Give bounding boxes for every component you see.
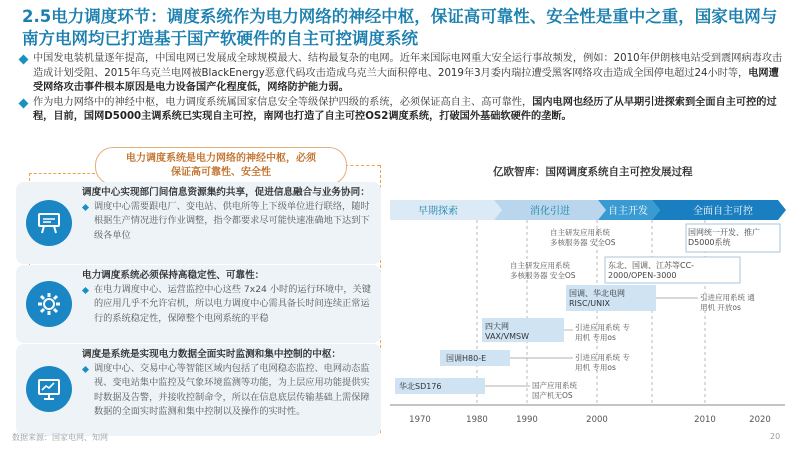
text-line: 引进应用系统 通 [700, 293, 755, 302]
bullet-item [20, 96, 785, 125]
text-line: 多核服务器 安全OS [550, 238, 616, 247]
phase-label: 自主开发 [608, 206, 648, 217]
bullet-text: 中国发电装机量逐年提高，中国电网已发展成全球规模最大、结构最复杂的电网。近年来国际电网重大安全运行事故频发，例如：2010年伊朗核电站受到震网病毒攻击造成计划受阻、2015年乌克兰电网被BlackEnergy恶意代码攻击造成乌克兰大面积停电、2019年3月委内瑞拉遭受黑客网络攻击造成全国停电超过24小时等， [33, 53, 783, 79]
bullet-text: 作为电力网络中的神经中枢，电力调度系统属国家信息安全等级保护四级的系统，必须保证高自主、高可靠性， [33, 96, 533, 108]
text-line: 用机 专用os [575, 363, 616, 372]
footer-source: 数据来源：国家电网、知网 [12, 433, 108, 442]
phase-label: 消化引进 [530, 206, 570, 217]
summary-box [95, 147, 347, 185]
bullet-list [20, 52, 785, 125]
text-line: 引进应用系统 专 [575, 353, 630, 362]
text-line: 自主研发应用系统 [550, 228, 610, 237]
text-line: 引进应用系统 专 [575, 323, 630, 332]
text-line: 2000/OPEN-3000 [608, 271, 677, 280]
diamond-bullet-icon [82, 287, 89, 294]
diamond-bullet-icon [82, 366, 89, 373]
text-line: 国产应用系统 [532, 381, 577, 390]
text-line: 国调、华北电网 [569, 289, 625, 298]
x-tick-label: 2010 [694, 415, 716, 425]
text-line: 自主研发应用系统 [510, 261, 570, 270]
x-tick-label: 1970 [409, 415, 431, 425]
system-note [532, 380, 577, 400]
system-label: 华北SD176 [399, 382, 442, 391]
connector-line [345, 165, 380, 166]
text-line: 四大网 [485, 322, 509, 331]
text-line: RISC/UNIX [569, 299, 610, 308]
system-note [510, 260, 576, 280]
page-number: 20 [770, 432, 781, 441]
diamond-bullet-icon [19, 98, 29, 108]
summary-text: 电力调度系统是电力网络的神经中枢，必须保证高可靠性、安全性 [126, 153, 316, 178]
phase-label: 早期探索 [418, 206, 458, 217]
text-line: 国网统一开发、推广 [688, 228, 760, 237]
card-heading: 调度是系统是实现电力数据全面实时监测和集中控制的中枢： [82, 349, 342, 360]
x-tick-label: 1980 [466, 415, 488, 425]
bullet-item [20, 52, 785, 96]
system-note [575, 322, 630, 342]
info-card [16, 182, 381, 264]
x-tick-label: 1990 [516, 415, 538, 425]
card-body: 调度中心、交易中心等智能区域内包括了电网稳态监控、电网动态监视、变电站集中监控及气象环境监测等功能，为上层应用功能提供实时数据及告警，并接收控制命令，所以在信息底层传输基础上需保障数据的全面实时监测和集中控制以及操作的实时性。 [94, 363, 370, 417]
bullet-bold-text: 国内电网也经历了从早期引进探索到全面自主可控的过程，目前，国网D5000主调系统已实现自主可控，南网也打造了自主可控OS2调度系统，打破国外基础软硬件的垄断。 [33, 96, 777, 123]
system-note [575, 352, 630, 372]
text-line: 多核服务器 安全OS [510, 271, 576, 280]
x-tick-label: 2000 [586, 415, 608, 425]
info-card [16, 344, 381, 436]
timeline-chart [390, 180, 790, 430]
system-note [700, 292, 755, 312]
card-heading: 电力调度系统必须保持高稳定性、可靠性： [82, 270, 265, 281]
phase-arrows [390, 200, 786, 220]
card-body: 调度中心需要跟电厂、变电站、供电所等上下级单位进行联络，随时根据生产情况进行作业调整，指令都要求尽可能快速准确地下达到下级各单位 [94, 201, 370, 241]
system-notes [510, 227, 755, 400]
card-heading: 调度中心实现部门间信息资源集约共享，促进信息融合与业务协同： [82, 187, 370, 198]
page-title: 2.5电力调度环节：调度系统作为电力网络的神经中枢，保证高可靠性、安全性是重中之重，国家电网与南方电网均已打造基于国产软硬件的自主可控调度系统 [22, 7, 778, 48]
chart-title: 亿欧智库：国网调度系统自主可控发展过程 [493, 166, 693, 178]
phase-label: 全面自主可控 [693, 206, 753, 217]
connector-line [29, 173, 95, 174]
billboard-icon [26, 200, 72, 246]
x-tick-labels [409, 415, 771, 425]
bullet-bold-text: 电网遭受网络攻击事件根本原因是电力设备国产化程度低，网络防护能力弱。 [33, 67, 779, 94]
diamond-bullet-icon [19, 55, 29, 65]
info-card [16, 265, 381, 343]
text-line: 用机 专用os [575, 333, 616, 342]
system-label: 国调H80-E [446, 354, 487, 363]
text-line: 国产机无OS [532, 391, 573, 400]
card-body: 在电力调度中心、运营监控中心这些 7x24 小时的运行环境中，关键的应用几乎不允许宕机，所以电力调度中心需具备长时间连续正常运行的系统稳定性，保障整个电网系统的平稳 [94, 284, 371, 324]
text-line: D5000系统 [688, 238, 731, 247]
text-line: 用机 开放os [700, 303, 741, 312]
diamond-bullet-icon [82, 204, 89, 211]
gear-icon [26, 281, 72, 327]
text-line: VAX/VMSW [485, 332, 529, 341]
x-tick-label: 2020 [749, 415, 771, 425]
text-line: 东北、国调、江苏等CC- [608, 261, 695, 270]
monitor-icon [26, 366, 72, 412]
system-note [550, 227, 616, 247]
